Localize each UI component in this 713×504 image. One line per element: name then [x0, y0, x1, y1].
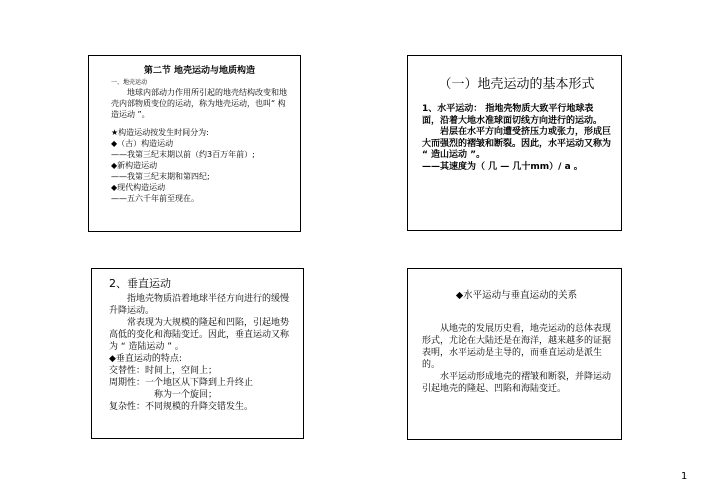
classification-detail: ——我第三纪末期和第四纪; — [111, 172, 210, 181]
feature-item: 交替性：时间上，空间上； — [109, 366, 218, 376]
classification-item: ◆新构造运动 — [111, 161, 158, 170]
features-heading: ◆垂直运动的特点: — [109, 354, 182, 364]
definition-paragraph: 地球内部动力作用所引起的地壳结构改变和地壳内部物质变位的运动，称为地壳运动，也叫“ 构造运动 ”。 — [111, 88, 287, 119]
classification-item: ◆现代构造运动 — [111, 183, 166, 192]
slide-title: 第二节 地壳运动与地质构造 — [143, 66, 256, 76]
feature-item-continuation: 称为一个旋回； — [154, 390, 218, 400]
page-number: 1 — [681, 471, 688, 482]
slide-title: 2、垂直运动 — [109, 277, 171, 290]
vertical-movement-effect: 常表现为大规模的隆起和凹陷，引起地势高低的变化和海陆变迁。因此，垂直运动又称为 “ 造陆运动 ” 。 — [109, 318, 290, 352]
classification-detail: ——我第三纪末期以前（约3百万年前）; — [111, 150, 255, 159]
classification-item: ◆（古）构造运动 — [111, 139, 174, 148]
feature-item: 周期性：一个地区从下降到上升终止 — [109, 378, 254, 388]
relationship-paragraph: 水平运动形成地壳的褶皱和断裂，并降运动引起地壳的隆起、凹陷和海陆变迁。 — [422, 372, 612, 394]
horizontal-movement-speed: ——其速度为（ 几 — 几十mm）/ a 。 — [422, 161, 583, 172]
classification-heading: ★构造运动按发生时间分为: — [111, 128, 209, 137]
horizontal-movement-effect: 岩层在水平方向遭受挤压力或张力，形成巨大而强烈的褶皱和断裂。因此，水平运动又称为 “ 造山运动 ”。 — [422, 127, 612, 160]
relationship-paragraph: 从地壳的发展历史看，地壳运动的总体表现形式，尤论在大陆还是在海洋，越来越多的证据表明，水平运动是主导的，而垂直运动是派生的。 — [422, 324, 612, 370]
slide-movement-relationship — [407, 268, 622, 440]
slide-vertical-movement — [91, 268, 304, 439]
classification-detail: ——五六千年前至现在。 — [111, 194, 199, 203]
slide-title: ◆水平运动与垂直运动的关系 — [455, 290, 578, 301]
slide-title: （一）地壳运动的基本形式 — [438, 77, 595, 92]
feature-item: 复杂性：不同规模的升降交错发生。 — [109, 402, 254, 412]
vertical-movement-definition: 指地壳物质沿着地球半径方向进行的缓慢升降运动。 — [109, 294, 290, 316]
slide-crustal-movement-intro — [88, 55, 301, 232]
horizontal-movement-definition: 1、水平运动： 指地壳物质大致平行地球表面，沿着大地水准球面切线方向进行的运动。 — [422, 104, 603, 126]
slide-basic-forms — [407, 55, 622, 231]
slide-subtitle: 一、地壳运动 — [111, 79, 148, 86]
